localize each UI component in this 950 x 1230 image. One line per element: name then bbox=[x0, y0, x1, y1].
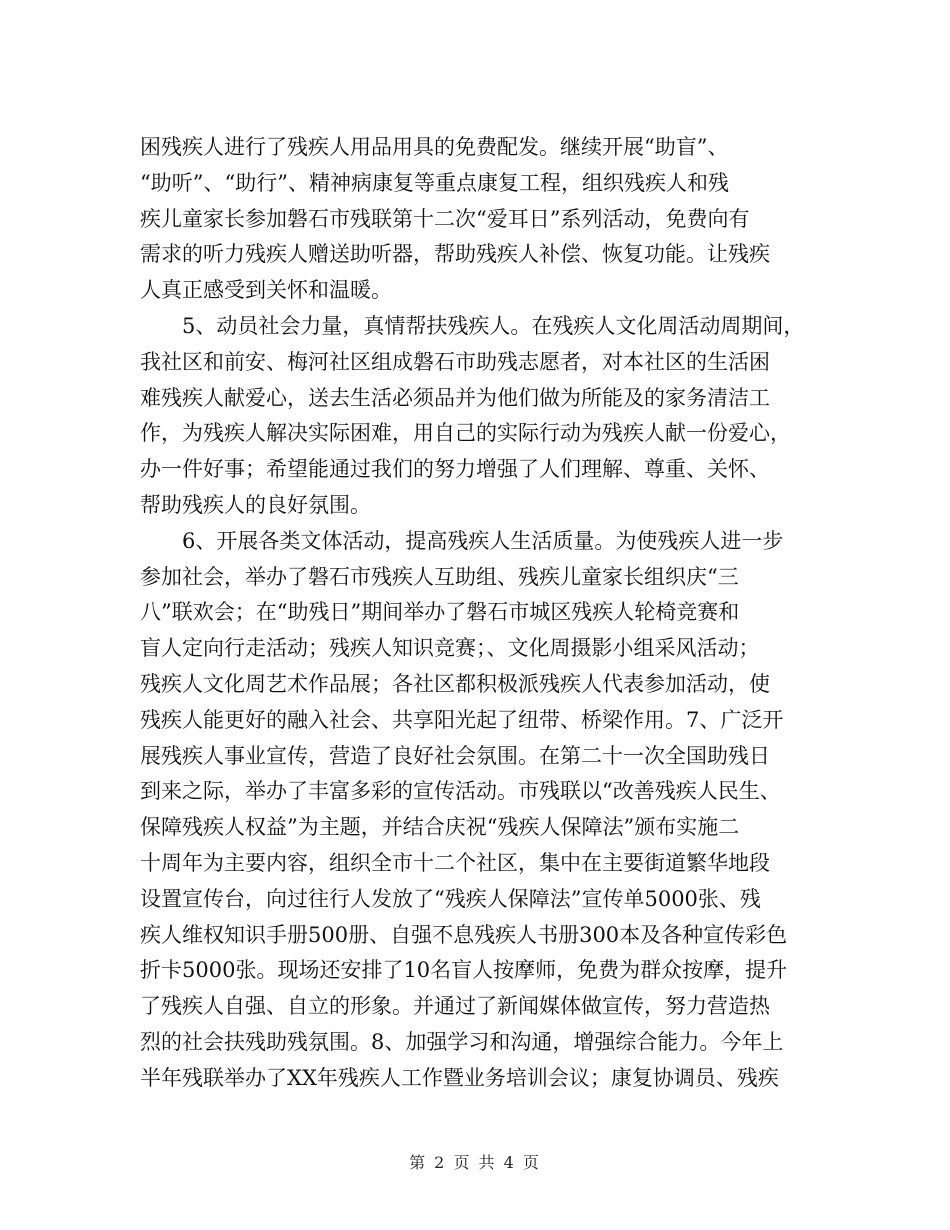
text-line: 参加社会，举办了磐石市残疾人互助组、残疾儿童家长组织庆“三 bbox=[140, 564, 739, 589]
text-line: 保障残疾人权益”为主题，并结合庆祝“残疾人保障法”颁布实施二 bbox=[140, 815, 740, 840]
text-line: 十周年为主要内容，组织全市十二个社区，集中在主要街道繁华地段 bbox=[140, 850, 770, 875]
text-line: 需求的听力残疾人赠送助听器，帮助残疾人补偿、恢复功能。让残疾 bbox=[140, 242, 770, 267]
paragraph-start-5: 5、动员社会力量，真情帮扶残疾人。在残疾人文化周活动周期间， bbox=[182, 313, 805, 338]
text-line: 作，为残疾人解决实际困难，用自己的实际行动为残疾人献一份爱心， bbox=[140, 421, 791, 446]
text-line: 了残疾人自强、自立的形象。并通过了新闻媒体做宣传，努力营造热 bbox=[140, 994, 770, 1019]
text-line: 难残疾人献爱心，送去生活必须品并为他们做为所能及的家务清洁工 bbox=[140, 385, 770, 410]
text-line: 到来之际，举办了丰富多彩的宣传活动。市残联以“改善残疾人民生、 bbox=[140, 779, 781, 804]
text-line: 半年残联举办了XX年残疾人工作暨业务培训会议；康复协调员、残疾 bbox=[140, 1065, 779, 1090]
page-number-footer: 第 2 页 共 4 页 bbox=[409, 1153, 541, 1172]
text-line: 折卡5000张。现场还安排了10名盲人按摩师，免费为群众按摩，提升 bbox=[140, 958, 788, 983]
text-line: 设置宣传台，向过往行人发放了“残疾人保障法”宣传单5000张、残 bbox=[140, 886, 761, 911]
text-line: 残疾人能更好的融入社会、共享阳光起了纽带、桥梁作用。7、广泛开 bbox=[140, 707, 784, 732]
text-line: “助听”、“助行”、精神病康复等重点康复工程，组织残疾人和残 bbox=[140, 170, 729, 195]
text-line: 我社区和前安、梅河社区组成磐石市助残志愿者，对本社区的生活困 bbox=[140, 349, 770, 374]
text-line: 办一件好事；希望能通过我们的努力增强了人们理解、尊重、关怀、 bbox=[140, 457, 770, 482]
text-line: 盲人定向行走活动；残疾人知识竞赛；、文化周摄影小组采风活动； bbox=[140, 636, 760, 661]
text-line: 残疾人文化周艺术作品展；各社区都积极派残疾人代表参加活动，使 bbox=[140, 671, 770, 696]
text-line: 展残疾人事业宣传，营造了良好社会氛围。在第二十一次全国助残日 bbox=[140, 743, 770, 768]
text-line: 烈的社会扶残助残氛围。8、加强学习和沟通，增强综合能力。今年上 bbox=[140, 1029, 784, 1054]
text-line: 人真正感受到关怀和温暖。 bbox=[140, 278, 392, 303]
document-body bbox=[140, 130, 830, 1097]
text-line: 八”联欢会；在“助残日”期间举办了磐石市城区残疾人轮椅竞赛和 bbox=[140, 600, 740, 625]
paragraph-start-6: 6、开展各类文体活动，提高残疾人生活质量。为使残疾人进一步 bbox=[182, 528, 784, 553]
text-line: 疾人维权知识手册500册、自强不息残疾人书册300本及各种宣传彩色 bbox=[140, 922, 788, 947]
text-line: 疾儿童家长参加磐石市残联第十二次“爱耳日”系列活动，免费向有 bbox=[140, 206, 750, 231]
text-line: 困残疾人进行了残疾人用品用具的免费配发。继续开展“助盲”、 bbox=[140, 135, 729, 159]
text-line: 帮助残疾人的良好氛围。 bbox=[140, 492, 371, 517]
